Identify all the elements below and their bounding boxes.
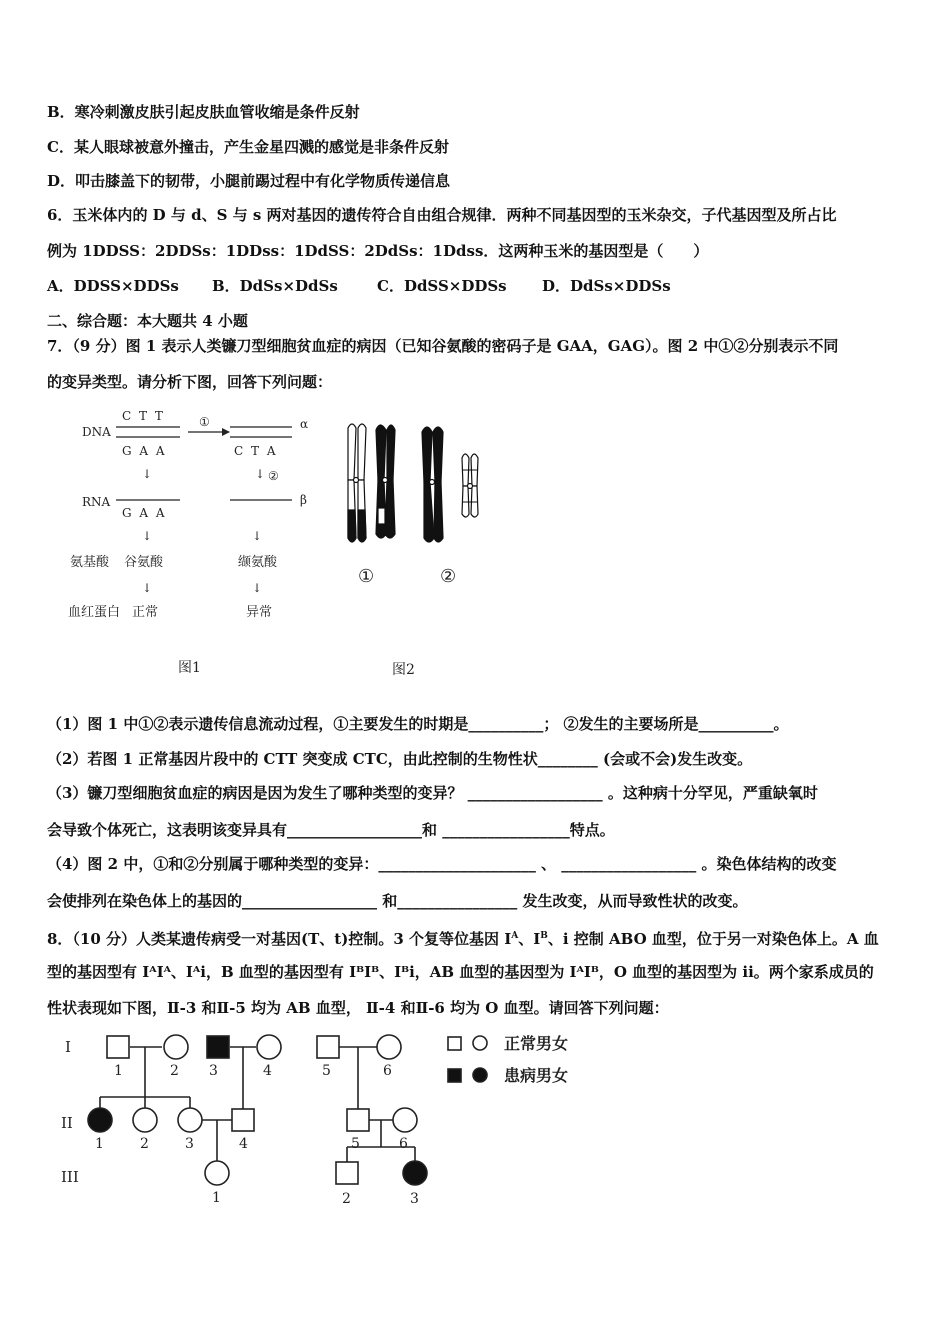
female-affected: [403, 1161, 427, 1185]
q6-option-d: D．DdSs×DDSs: [542, 277, 671, 295]
q7-stem-line1: 7．（9 分）图 1 表示人类镰刀型细胞贫血症的病因（已知谷氨酸的密码子是 GAA，GAG）。图 2 中①②分别表示不同: [47, 337, 839, 355]
q7-subquestion-4-line1: （4）图 2 中，①和②分别属于哪种类型的变异：_____________________ 、 __________________ 。染色体结构的改变: [47, 855, 837, 873]
figure-1-caption: 图1: [178, 660, 201, 676]
section-heading: 二、综合题：本大题共 4 小题: [47, 312, 248, 330]
normal-label: 正常: [132, 605, 159, 620]
q6-stem-line2: 例为 1DDSS：2DDSs：1DDss：1DdSS：2DdSs：1Ddss．这两种玉米的基因型是（ ）: [47, 242, 709, 260]
rna-seq: G A A: [122, 506, 167, 520]
individual-number: 4: [263, 1063, 272, 1079]
q5-option-d: D．叩击膝盖下的韧带，小腿前踢过程中有化学物质传递信息: [47, 172, 451, 190]
chromatid-dark: [422, 427, 432, 482]
centromere: [468, 484, 473, 489]
individual-number: 3: [185, 1136, 194, 1152]
step-2-label: ②: [268, 469, 279, 483]
chromatid-dark: [387, 425, 395, 480]
arrow-down-icon: ↓: [142, 529, 153, 543]
chromatid-dark: [376, 425, 386, 480]
individual-number: 2: [170, 1063, 179, 1079]
q7-subquestion-4-line2: 会使排列在染色体上的基因的__________________ 和________________ 发生改变，从而导致性状的改变。: [47, 892, 748, 910]
legend-affected-label: 患病男女: [504, 1066, 569, 1085]
male-normal: [347, 1109, 369, 1131]
chromatid-segment: [358, 510, 366, 542]
variation-1-label: ①: [358, 566, 375, 587]
q7-subquestion-2: （2）若图 1 正常基因片段中的 CTT 突变成 CTC，由此控制的生物性状________ (会或不会)发生改变。: [47, 750, 753, 768]
arrow-down-icon: ↓: [142, 581, 153, 595]
q7-subquestion-1: （1）图 1 中①②表示遗传信息流动过程，①主要发生的时期是__________； ②发生的主要场所是__________。: [47, 715, 789, 733]
chromatid-dark: [424, 482, 434, 542]
q8-stem-line1: [47, 926, 879, 949]
q8-stem-line3: 性状表现如下图，Ⅱ-3 和Ⅱ-5 均为 AB 血型， Ⅱ-4 和Ⅱ-6 均为 O 血型。请回答下列问题：: [47, 999, 669, 1017]
male-normal: [336, 1162, 358, 1184]
individual-number: 4: [239, 1136, 248, 1152]
individual-number: 5: [322, 1063, 331, 1079]
q8-stem-line2: 型的基因型有 IᴬIᴬ、Iᴬi，B 血型的基因型有 IᴮIᴮ、Iᴮi，AB 血型的基因型为 IᴬIᴮ，O 血型的基因型为 ii。两个家系成员的: [47, 963, 874, 981]
male-normal: [107, 1036, 129, 1058]
variation-2-label: ②: [440, 566, 457, 587]
q6-options: [47, 276, 671, 296]
pedigree-chart: [55, 1025, 615, 1215]
hemoglobin-label: 血红蛋白: [68, 605, 121, 620]
glutamic-acid-label: 谷氨酸: [124, 555, 164, 570]
dna-top-left-seq: C T T: [122, 409, 165, 423]
alpha-label: α: [300, 417, 309, 431]
dna-label: DNA: [82, 425, 111, 439]
generation-label: II: [61, 1114, 73, 1132]
individual-number: 1: [114, 1063, 123, 1079]
q7-subquestion-3-line2: 会导致个体死亡，这表明该变异具有__________________和 _________________特点。: [47, 821, 615, 839]
individual-number: 6: [383, 1063, 392, 1079]
figure-1-diagram: [60, 400, 330, 685]
rna-label: RNA: [82, 495, 111, 509]
arrow-down-icon: ↓: [252, 529, 263, 543]
legend-male-normal: [448, 1037, 461, 1050]
male-affected: [207, 1036, 229, 1058]
generation-label: I: [65, 1038, 71, 1056]
individual-number: 5: [351, 1136, 360, 1152]
individual-number: 3: [410, 1191, 419, 1207]
beta-label: β: [300, 493, 307, 507]
q8-text-part: 8．（10 分）人类某遗传病受一对基因(T、t)控制。3 个复等位基因 I: [47, 930, 512, 948]
superscript: A: [511, 931, 519, 941]
valine-label: 缬氨酸: [238, 555, 278, 570]
chromatid-outline: [358, 424, 366, 480]
female-normal: [133, 1108, 157, 1132]
q8-text-part: 、I: [518, 930, 541, 948]
legend-female-normal: [473, 1036, 487, 1050]
step-1-label: ①: [199, 415, 210, 429]
legend-normal-label: 正常男女: [504, 1034, 569, 1053]
q7-stem-line2: 的变异类型。请分析下图，回答下列问题：: [47, 373, 333, 391]
arrow-down-icon: ↓: [252, 581, 263, 595]
arrow-head-icon: [222, 428, 230, 436]
female-normal: [205, 1161, 229, 1185]
arrow-down-icon: ↓: [255, 467, 266, 481]
individual-number: 2: [342, 1191, 351, 1207]
chromatid-light-band: [378, 508, 385, 524]
centromere: [430, 480, 435, 485]
q6-option-a: A．DDSS×DDSs: [47, 277, 179, 295]
individual-number: 3: [209, 1063, 218, 1079]
chromatid-dark: [433, 427, 443, 482]
centromere: [383, 478, 388, 483]
q7-subquestion-3-line1: （3）镰刀型细胞贫血症的病因是因为发生了哪种类型的变异？ __________________ 。这种病十分罕见，严重缺氧时: [47, 784, 818, 802]
figure-2-chromosomes: [330, 410, 500, 685]
female-normal: [178, 1108, 202, 1132]
chromatid-outline: [348, 424, 356, 480]
female-normal: [377, 1035, 401, 1059]
amino-acid-label: 氨基酸: [70, 555, 110, 570]
male-normal: [317, 1036, 339, 1058]
individual-number: 1: [95, 1136, 104, 1152]
legend-male-affected: [448, 1069, 461, 1082]
female-affected: [88, 1108, 112, 1132]
q6-option-c: C．DdSS×DDSs: [377, 277, 507, 295]
female-normal: [257, 1035, 281, 1059]
female-normal: [164, 1035, 188, 1059]
dna-right-seq: C T A: [234, 444, 278, 458]
legend-female-affected: [473, 1068, 487, 1082]
q5-option-b: B．寒冷刺激皮肤引起皮肤血管收缩是条件反射: [47, 103, 360, 121]
centromere: [354, 478, 359, 483]
chromatid-dark: [385, 480, 395, 538]
individual-number: 1: [212, 1190, 221, 1206]
chromatid-segment: [348, 510, 356, 542]
figure-2-caption: 图2: [392, 662, 415, 678]
female-normal: [393, 1108, 417, 1132]
q6-option-b: B．DdSs×DdSs: [212, 277, 338, 295]
generation-label: III: [61, 1168, 79, 1186]
male-normal: [232, 1109, 254, 1131]
q6-stem-line1: 6．玉米体内的 D 与 d、S 与 s 两对基因的遗传符合自由组合规律．两种不同基因型的玉米杂交，子代基因型及所占比: [47, 206, 837, 224]
superscript: B: [540, 931, 548, 941]
individual-number: 2: [140, 1136, 149, 1152]
q5-option-c: C．某人眼球被意外撞击，产生金星四溅的感觉是非条件反射: [47, 138, 449, 156]
dna-bottom-left-seq: G A A: [122, 444, 167, 458]
arrow-down-icon: ↓: [142, 467, 153, 481]
chromatid-dark: [434, 482, 443, 542]
q8-text-part: 、i 控制 ABO 血型，位于另一对染色体上。A 血: [547, 930, 879, 948]
individual-number: 6: [399, 1136, 408, 1152]
abnormal-label: 异常: [246, 605, 273, 620]
